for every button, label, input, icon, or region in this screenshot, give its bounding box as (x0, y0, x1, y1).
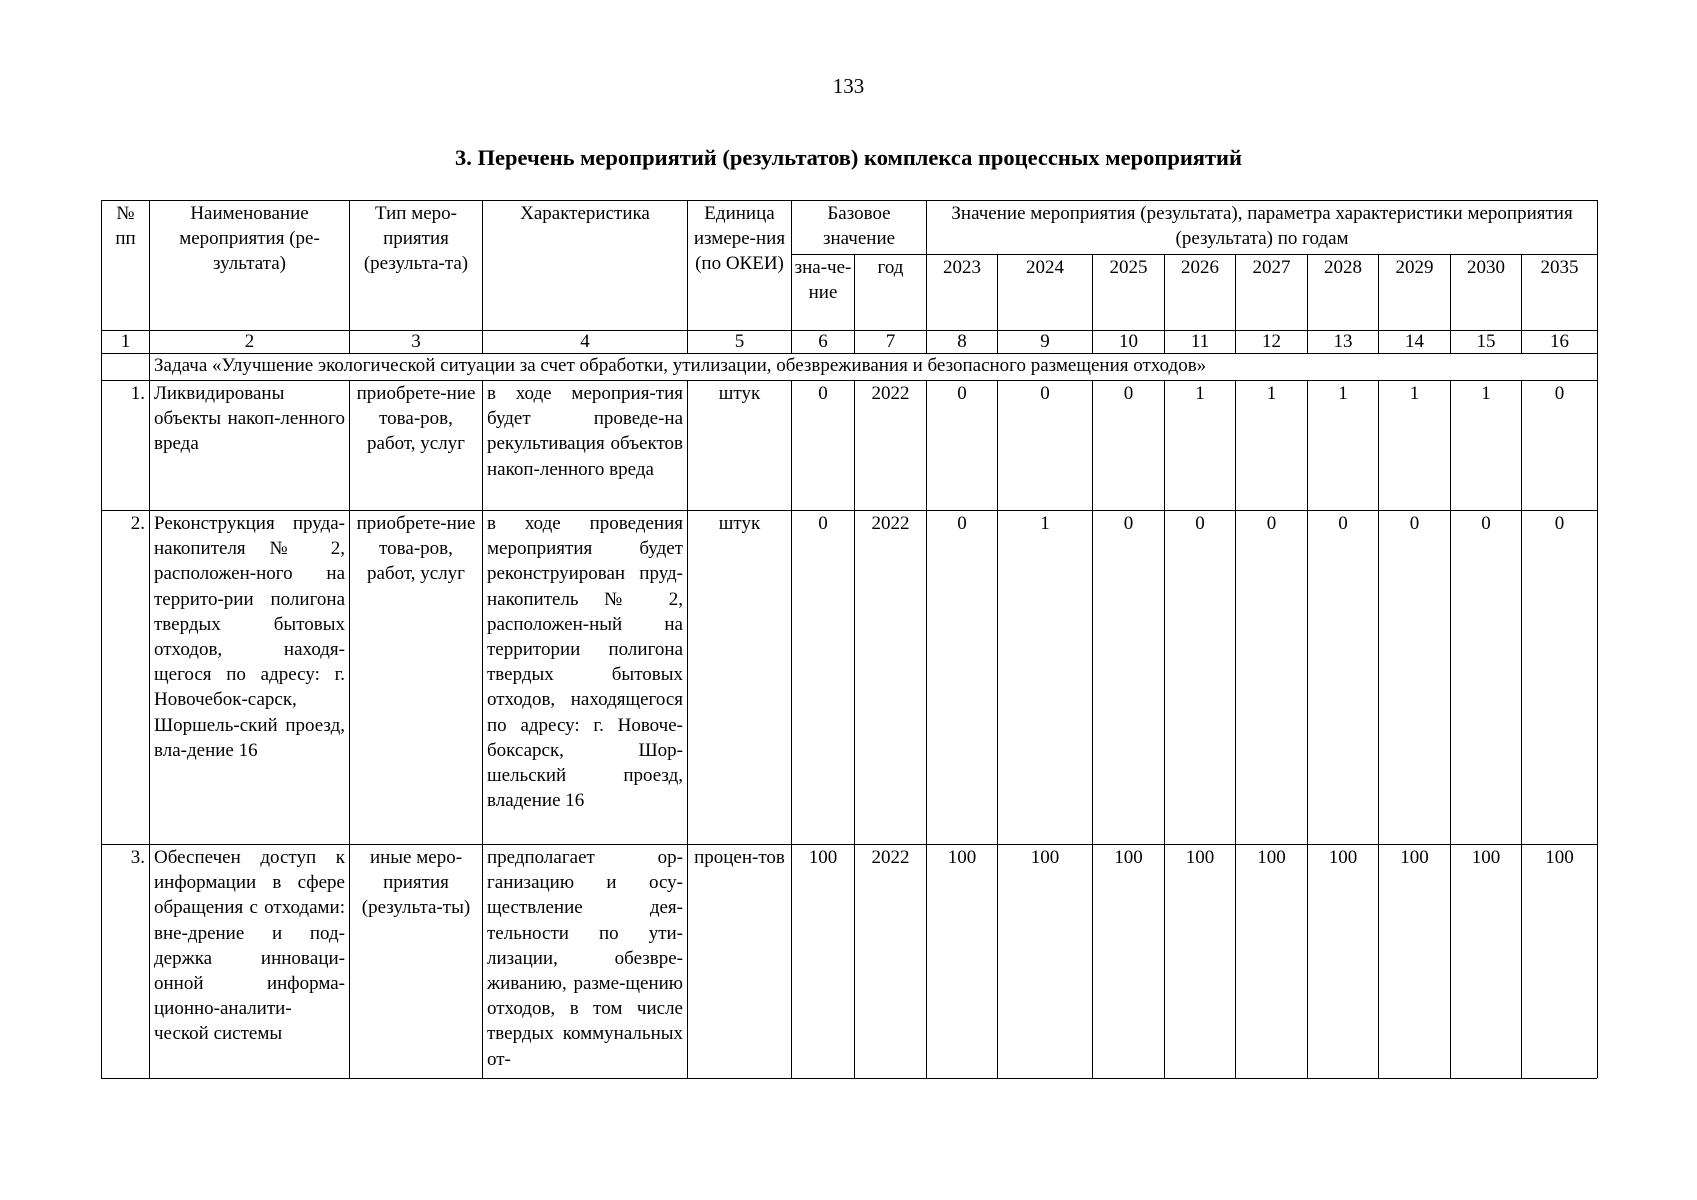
row-value: 0 (1451, 511, 1522, 845)
row-value: 0 (1308, 511, 1379, 845)
row-value: 100 (1165, 845, 1236, 1079)
column-number: 4 (483, 331, 688, 354)
header-values-group: Значение мероприятия (результата), параметра характеристики мероприятия (результата) по годам (927, 201, 1598, 255)
page-number: 133 (832, 74, 865, 98)
header-year: 2027 (1236, 255, 1308, 331)
column-number: 10 (1093, 331, 1165, 354)
row-base-value: 100 (792, 845, 855, 1079)
header-base-year: год (855, 255, 927, 331)
row-value: 1 (998, 511, 1093, 845)
row-value: 0 (927, 511, 998, 845)
row-value: 100 (1093, 845, 1165, 1079)
task-row (102, 354, 1598, 381)
row-unit: штук (688, 381, 792, 511)
measures-table (101, 200, 1598, 1078)
header-year: 2028 (1308, 255, 1379, 331)
row-value: 100 (1308, 845, 1379, 1079)
table-row (102, 845, 1598, 1079)
row-value: 100 (1522, 845, 1598, 1079)
row-value: 0 (1165, 511, 1236, 845)
column-number: 3 (350, 331, 483, 354)
row-base-year: 2022 (855, 381, 927, 511)
column-number: 8 (927, 331, 998, 354)
header-row-1 (102, 201, 1598, 255)
column-number: 13 (1308, 331, 1379, 354)
row-value: 0 (1093, 381, 1165, 511)
column-number: 2 (150, 331, 350, 354)
column-number: 7 (855, 331, 927, 354)
task-empty-cell (102, 354, 150, 381)
row-value: 1 (1236, 381, 1308, 511)
column-number: 12 (1236, 331, 1308, 354)
row-value: 100 (1236, 845, 1308, 1079)
header-year: 2023 (927, 255, 998, 331)
row-num: 3. (102, 845, 150, 1079)
row-type: иные меро-приятия (результа-ты) (350, 845, 483, 1079)
column-number: 1 (102, 331, 150, 354)
row-value: 0 (998, 381, 1093, 511)
row-name: Обеспечен доступ к информации в сфере обращения с отходами: вне-дрение и под-держка инновaци-онной информа-ционно-аналити-ческой системы (150, 845, 350, 1079)
row-value: 1 (1379, 381, 1451, 511)
column-number: 15 (1451, 331, 1522, 354)
header-characteristic: Характеристика (483, 201, 688, 331)
row-value: 0 (1093, 511, 1165, 845)
row-value: 0 (1236, 511, 1308, 845)
row-value: 1 (1165, 381, 1236, 511)
header-year: 2026 (1165, 255, 1236, 331)
row-type: приобрете-ние това-ров, работ, услуг (350, 381, 483, 511)
column-number: 9 (998, 331, 1093, 354)
column-number: 14 (1379, 331, 1451, 354)
task-text: Задача «Улучшение экологической ситуации за счет обработки, утилизации, обезвреживания и безопасного размещения отходов» (150, 354, 1598, 381)
row-value: 100 (998, 845, 1093, 1079)
row-characteristic: предполагает ор-ганизацию и осу-ществление дея-тельности по ути-лизации, обезвре-живанию, разме-щению отходов, в том числе твердых коммунальных от- (483, 845, 688, 1079)
column-numbers-row (102, 331, 1598, 354)
row-unit: процен-тов (688, 845, 792, 1079)
header-year: 2035 (1522, 255, 1598, 331)
header-num: № пп (102, 201, 150, 331)
column-number: 11 (1165, 331, 1236, 354)
header-type: Тип меро-приятия (результа-та) (350, 201, 483, 331)
header-base-value: зна-че-ние (792, 255, 855, 331)
column-number: 16 (1522, 331, 1598, 354)
row-value: 1 (1451, 381, 1522, 511)
table-row (102, 511, 1598, 845)
header-name: Наименование мероприятия (ре-зультата) (150, 201, 350, 331)
row-value: 0 (927, 381, 998, 511)
row-value: 100 (1451, 845, 1522, 1079)
row-base-year: 2022 (855, 511, 927, 845)
header-year: 2024 (998, 255, 1093, 331)
row-num: 2. (102, 511, 150, 845)
header-year: 2025 (1093, 255, 1165, 331)
row-unit: штук (688, 511, 792, 845)
header-base: Базовое значение (792, 201, 927, 255)
row-characteristic: в ходе мероприя-тия будет проведе-на рекультивация объектов накоп-ленного вреда (483, 381, 688, 511)
row-characteristic: в ходе проведения мероприятия будет реконструирован пруд-накопитель № 2, расположен-ный на территории полигона твердых бытовых отходов, находящегося по адресу: г. Новоче-боксарск, Шор-шельский проезд, владение 16 (483, 511, 688, 845)
row-base-value: 0 (792, 381, 855, 511)
row-base-year: 2022 (855, 845, 927, 1079)
row-value: 0 (1522, 381, 1598, 511)
column-number: 6 (792, 331, 855, 354)
row-value: 100 (927, 845, 998, 1079)
header-year: 2029 (1379, 255, 1451, 331)
row-type: приобрете-ние това-ров, работ, услуг (350, 511, 483, 845)
header-unit: Единица измере-ния (по ОКЕИ) (688, 201, 792, 331)
table-row (102, 381, 1598, 511)
row-num: 1. (102, 381, 150, 511)
table-bottom-rule (101, 1078, 1597, 1079)
column-number: 5 (688, 331, 792, 354)
row-value: 0 (1379, 511, 1451, 845)
row-base-value: 0 (792, 511, 855, 845)
row-name: Ликвидированы объекты накоп-ленного вреда (150, 381, 350, 511)
header-year: 2030 (1451, 255, 1522, 331)
row-value: 0 (1522, 511, 1598, 845)
row-value: 1 (1308, 381, 1379, 511)
page-title: 3. Перечень мероприятий (результатов) комплекса процессных мероприятий (455, 145, 1242, 170)
row-name: Реконструкция пруда-накопителя № 2, расположен-ного на террито-рии полигона твердых бытовых отходов, находя-щегося по адресу: г. Новочебок-сарск, Шоршель-ский проезд, вла-дение 16 (150, 511, 350, 845)
row-value: 100 (1379, 845, 1451, 1079)
